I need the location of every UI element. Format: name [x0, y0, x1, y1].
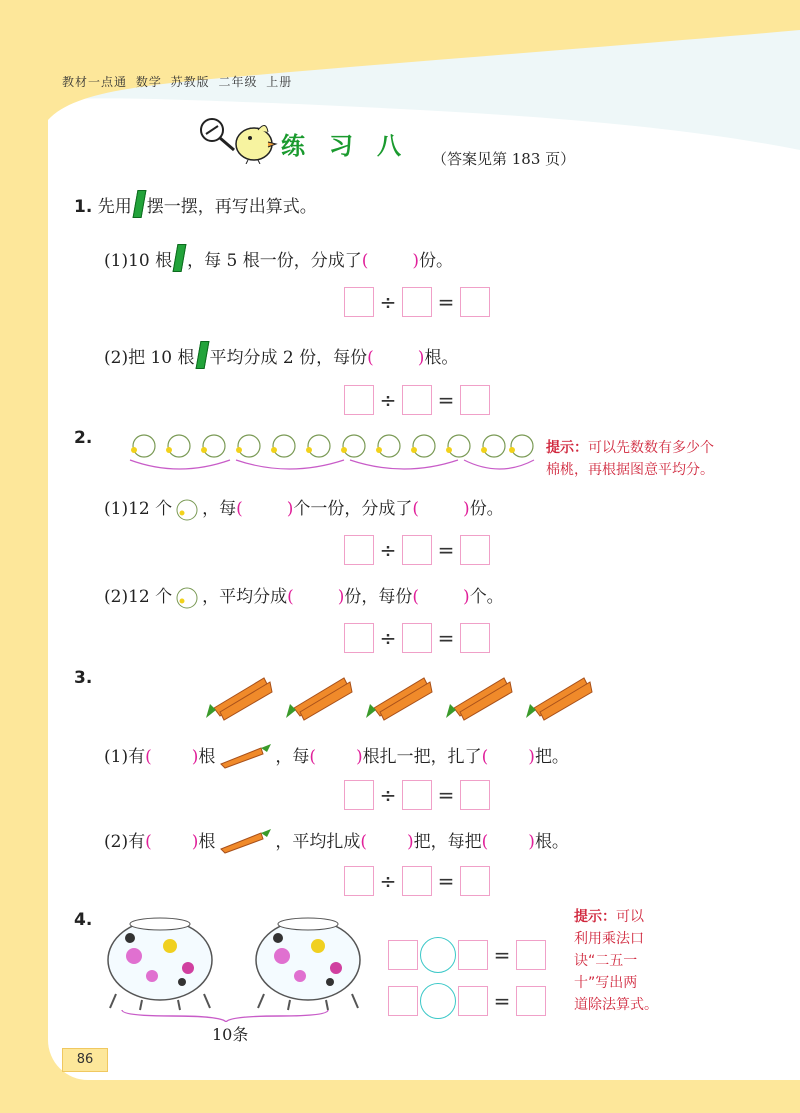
hint-line: 棉桃，再根据图意平均分。 — [546, 462, 714, 478]
equals-sign: = — [437, 869, 455, 893]
q1-part2 — [104, 341, 458, 369]
hint-line: 可以先数数有多少个 — [588, 440, 714, 456]
blank-close: ) — [191, 747, 199, 767]
q1-p1-b: ，每 5 根一份，分成了 — [187, 251, 362, 271]
hint-line: 十”写出两 — [574, 975, 638, 991]
cotton-boll-icon — [174, 586, 200, 610]
q2-p1-a: (1)12 个 — [104, 499, 173, 519]
q2-part1 — [104, 494, 504, 522]
blank-open: ( — [145, 747, 152, 767]
hint-label: 提示： — [574, 909, 616, 925]
q1-equation-2 — [344, 385, 490, 415]
hint-line: 诀“二五一 — [574, 953, 638, 969]
q3-p1-c: ，每 — [275, 747, 310, 767]
q3-p1-b: 根 — [198, 747, 216, 767]
q3-p2-c: ，平均扎成 — [275, 832, 361, 852]
answer-box[interactable] — [460, 866, 490, 896]
q1-intro-b: 摆一摆，再写出算式。 — [146, 197, 317, 217]
answer-box[interactable] — [344, 385, 374, 415]
q3-part2 — [104, 827, 569, 855]
q3-number-row — [74, 668, 92, 688]
hint-label: 提示： — [546, 440, 588, 456]
equals-sign: = — [437, 538, 455, 562]
blank-open: ( — [481, 832, 489, 852]
top-curve — [0, 0, 800, 120]
blank-close: ) — [412, 251, 420, 271]
page-title: 练习八 — [281, 132, 425, 160]
cotton-boll-icon — [174, 498, 200, 522]
answer-box[interactable] — [344, 535, 374, 565]
answer-box[interactable] — [344, 287, 374, 317]
equals-sign: = — [437, 290, 455, 314]
q2-part2 — [104, 582, 504, 610]
carrot-bundles-illustration — [206, 664, 596, 724]
blank-close: ) — [417, 348, 425, 368]
blank-close: ) — [286, 499, 294, 519]
answer-box[interactable] — [402, 780, 432, 810]
blank-open: ( — [361, 251, 369, 271]
q3-equation-2 — [344, 866, 490, 896]
answer-box[interactable] — [402, 385, 432, 415]
answer-box[interactable] — [402, 287, 432, 317]
q3-p2-d: 把，每把 — [413, 832, 482, 852]
answer-box[interactable] — [516, 940, 546, 970]
blank-open: ( — [360, 832, 368, 852]
answer-box[interactable] — [388, 940, 418, 970]
q2-p2-c: 份，每份 — [344, 587, 413, 607]
equals-sign: = — [493, 989, 511, 1013]
blank-close: ) — [528, 747, 535, 767]
book-header: 教材一点通 数学 苏教版 二年级 上册 — [62, 75, 293, 89]
divide-sign: ÷ — [379, 290, 397, 314]
divide-sign: ÷ — [379, 869, 397, 893]
answer-box[interactable] — [516, 986, 546, 1016]
q1-part1 — [104, 244, 453, 272]
divide-sign: ÷ — [379, 626, 397, 650]
q2-equation-2 — [344, 623, 490, 653]
q2-p2-d: 个。 — [469, 587, 504, 607]
blank-close: ) — [356, 747, 363, 767]
q1-equation-1 — [344, 287, 490, 317]
q1-p2-a: (2)把 10 根 — [104, 348, 195, 368]
blank-open: ( — [309, 747, 317, 767]
blank-close: ) — [191, 832, 199, 852]
q1-intro-a: 先用 — [97, 197, 132, 217]
blank-close: ) — [463, 499, 470, 519]
q1-number: 1. — [74, 197, 93, 217]
hint-line: 可以 — [616, 909, 644, 925]
answer-box[interactable] — [460, 780, 490, 810]
blank-close: ) — [337, 587, 345, 607]
q3-p1-e: 把。 — [534, 747, 569, 767]
q2-number: 2. — [74, 428, 93, 448]
q4-number: 4. — [74, 910, 93, 930]
q3-p2-b: 根 — [198, 832, 216, 852]
fish-count-label: 10条 — [212, 1025, 249, 1044]
equals-sign: = — [493, 943, 511, 967]
hint-line: 道除法算式。 — [574, 997, 658, 1013]
answer-box[interactable] — [460, 535, 490, 565]
fish-bowls-illustration — [102, 910, 362, 1022]
stick-icon — [173, 244, 187, 272]
answer-box[interactable] — [402, 866, 432, 896]
q4-hint — [574, 906, 658, 1016]
stick-icon — [132, 190, 146, 218]
q4-number-row — [74, 910, 92, 930]
blank-open: ( — [287, 587, 294, 607]
answer-box[interactable] — [402, 535, 432, 565]
mascot-chick-icon — [198, 114, 278, 164]
q2-hint — [546, 437, 714, 481]
q1-p1-c: 份。 — [419, 251, 454, 271]
q2-p1-d: 份。 — [469, 499, 504, 519]
answer-box[interactable] — [458, 986, 488, 1016]
answer-box[interactable] — [402, 623, 432, 653]
equals-sign: = — [437, 626, 455, 650]
blank-close: ) — [528, 832, 535, 852]
divide-sign: ÷ — [379, 388, 397, 412]
q3-p1-d: 根扎一把，扎了 — [362, 747, 482, 767]
answer-box[interactable] — [344, 866, 374, 896]
answer-box[interactable] — [388, 986, 418, 1016]
divide-sign: ÷ — [379, 538, 397, 562]
blank-open: ( — [367, 348, 374, 368]
page-number: 86 — [62, 1048, 108, 1072]
equals-sign: = — [437, 388, 455, 412]
divide-sign: ÷ — [379, 783, 397, 807]
answer-box[interactable] — [458, 940, 488, 970]
q4-equation-2 — [388, 983, 546, 1019]
q2-p2-a: (2)12 个 — [104, 587, 173, 607]
q1-p2-b: 平均分成 2 份，每份 — [209, 348, 368, 368]
hint-line: 利用乘法口 — [574, 931, 644, 947]
q1-p2-c: 根。 — [424, 348, 459, 368]
blank-open: ( — [236, 499, 243, 519]
q3-p1-a: (1)有 — [104, 747, 146, 767]
answer-box[interactable] — [460, 287, 490, 317]
q2-number-row — [74, 428, 92, 448]
q1-p1-a: (1)10 根 — [104, 251, 173, 271]
q3-equation-1 — [344, 780, 490, 810]
q4-equation-1 — [388, 937, 546, 973]
q2-p1-c: 个一份，分成了 — [293, 499, 413, 519]
q3-p2-a: (2)有 — [104, 832, 146, 852]
q2-p2-b: ，平均分成 — [202, 587, 288, 607]
answer-box[interactable] — [460, 623, 490, 653]
answer-box[interactable] — [460, 385, 490, 415]
answer-box[interactable] — [344, 623, 374, 653]
answer-box[interactable] — [344, 780, 374, 810]
q1-intro — [74, 190, 317, 218]
q3-part1 — [104, 742, 569, 770]
answer-reference: （答案见第 183 页） — [432, 150, 576, 168]
blank-open: ( — [481, 747, 489, 767]
stick-icon — [195, 341, 209, 369]
carrot-icon — [217, 827, 273, 855]
carrot-icon — [217, 742, 273, 770]
blank-open: ( — [412, 499, 420, 519]
blank-close: ) — [407, 832, 414, 852]
q3-p2-e: 根。 — [534, 832, 569, 852]
blank-close: ) — [463, 587, 470, 607]
equals-sign: = — [437, 783, 455, 807]
q3-number: 3. — [74, 668, 93, 688]
q2-p1-b: ，每 — [202, 499, 237, 519]
cotton-bolls-illustration — [124, 430, 538, 478]
operator-circle[interactable] — [420, 983, 456, 1019]
q2-equation-1 — [344, 535, 490, 565]
blank-open: ( — [145, 832, 152, 852]
operator-circle[interactable] — [420, 937, 456, 973]
blank-open: ( — [412, 587, 420, 607]
